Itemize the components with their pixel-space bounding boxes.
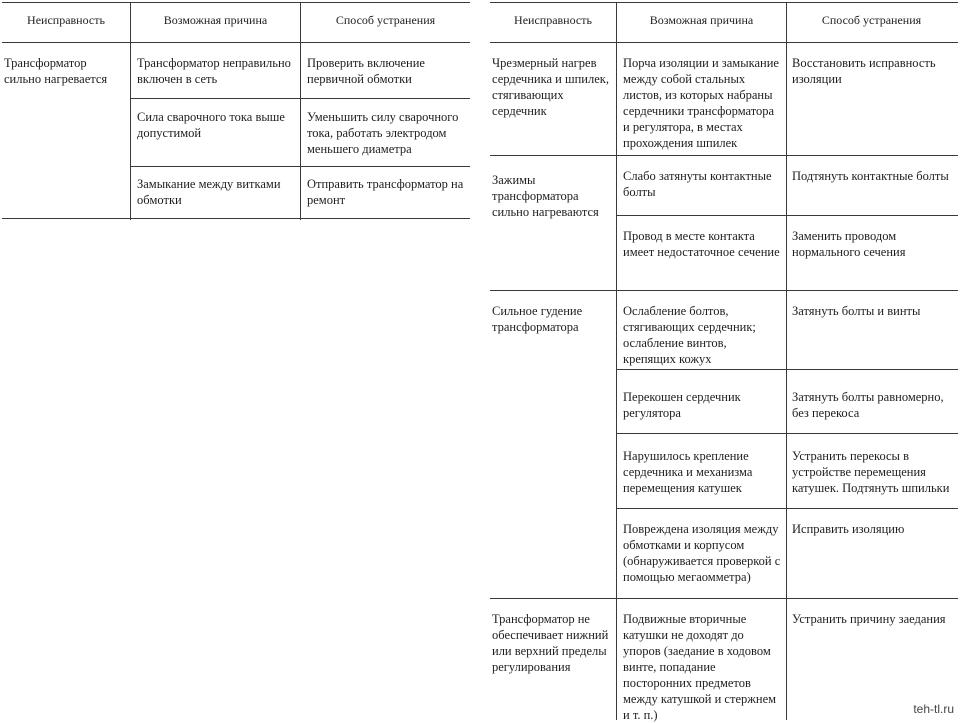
right-col-divider-1: [616, 2, 617, 720]
right-row-rule-1: [616, 215, 958, 216]
right-group-rule-2: [490, 290, 958, 291]
left-remedy-cell-1: Проверить включение первичной обмотки: [307, 56, 425, 86]
left-bottom-rule: [2, 218, 470, 219]
right-row-rule-2: [616, 369, 958, 370]
left-col-divider-1: [130, 2, 131, 220]
right-remedy-cell-6: Устранить перекосы в устройстве перемещения катушек. Подтянуть шпильки: [792, 449, 950, 495]
left-remedy-cell-2: Уменьшить силу сварочного тока, работать электродом меньшего диаметра: [307, 110, 459, 156]
right-fault-cell-2: Зажимы трансформатора сильно нагреваются: [492, 173, 599, 219]
left-header-cause: Возможная причина: [163, 13, 268, 27]
right-fault-cell-4: Трансформатор не обеспечивает нижний или верхний пределы регулирования: [492, 612, 609, 674]
right-remedy-cell-4: Затянуть болты и винты: [792, 304, 921, 318]
left-header-rule: [2, 42, 470, 43]
right-top-rule: [490, 2, 958, 3]
right-row-rule-4: [616, 508, 958, 509]
right-cause-cell-1: Порча изоляции и замыкание между собой стальных листов, из которых набраны сердечники трансформатора и регулятора, в местах прохождения шпилек: [623, 56, 779, 150]
site-watermark: teh-tl.ru: [913, 702, 954, 716]
right-cause-cell-8: Подвижные вторичные катушки не доходят до упоров (заедание в ходовом винте, попадание посторонних предметов между катушкой и стержнем и т. п.): [623, 612, 777, 722]
left-cause-cell-2: Сила сварочного тока выше допустимой: [137, 110, 285, 140]
right-group-rule-3: [490, 598, 958, 599]
right-remedy-cell-3: Заменить проводом нормального сечения: [792, 229, 906, 259]
right-header-rule: [490, 42, 958, 43]
right-col-divider-2: [786, 2, 787, 720]
left-cause-cell-3: Замыкание между витками обмотки: [137, 177, 281, 207]
right-header-cause: Возможная причина: [649, 13, 754, 27]
right-header-remedy: Способ устранения: [821, 13, 922, 27]
right-header-fault: Неисправность: [514, 13, 592, 27]
left-header-remedy: Способ устранения: [335, 13, 436, 27]
left-remedy-cell-3: Отправить трансформатор на ремонт: [307, 177, 464, 207]
right-fault-cell-3: Сильное гудение трансформатора: [492, 304, 583, 334]
right-cause-cell-5: Перекошен сердечник регулятора: [623, 390, 741, 420]
right-remedy-cell-5: Затянуть болты равномерно, без перекоса: [792, 390, 944, 420]
right-row-rule-3: [616, 433, 958, 434]
left-header-fault: Неисправность: [27, 13, 105, 27]
right-fault-cell-1: Чрезмерный нагрев сердечника и шпилек, стягивающих сердечник: [492, 56, 609, 118]
left-col-divider-2: [300, 2, 301, 220]
left-cause-cell-1: Трансформатор неправильно включен в сеть: [137, 56, 291, 86]
right-group-rule-1: [490, 155, 958, 156]
right-cause-cell-2: Слабо затянуты контактные болты: [623, 169, 772, 199]
left-row-rule-1: [130, 98, 470, 99]
right-remedy-cell-7: Исправить изоляцию: [792, 522, 905, 536]
right-cause-cell-6: Нарушилось крепление сердечника и механизма перемещения катушек: [623, 449, 753, 495]
right-cause-cell-3: Провод в месте контакта имеет недостаточное сечение: [623, 229, 780, 259]
right-cause-cell-4: Ослабление болтов, стягивающих сердечник; ослабление винтов, крепящих кожух: [623, 304, 756, 366]
left-top-rule: [2, 2, 470, 3]
right-remedy-cell-8: Устранить причину заедания: [792, 612, 946, 626]
right-remedy-cell-2: Подтянуть контактные болты: [792, 169, 949, 183]
left-row-rule-2: [130, 166, 470, 167]
right-remedy-cell-1: Восстановить исправность изоляции: [792, 56, 936, 86]
left-fault-cell: Трансформатор сильно нагревается: [4, 56, 108, 86]
right-cause-cell-7: Повреждена изоляция между обмотками и корпусом (обнаруживается проверкой с помощью мегаомметра): [623, 522, 781, 584]
